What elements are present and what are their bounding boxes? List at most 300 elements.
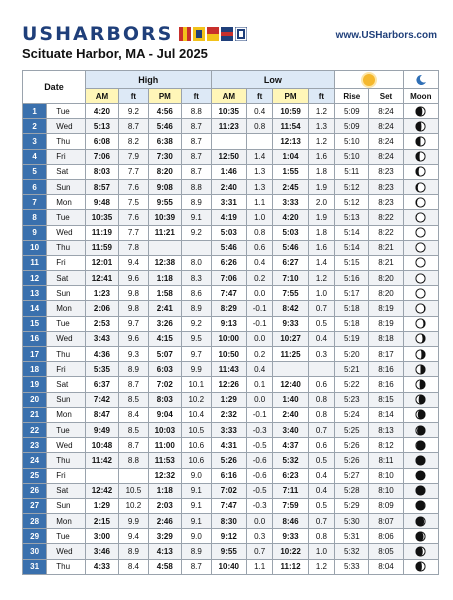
table-row xyxy=(23,255,439,270)
sunset-time: 8:16 xyxy=(369,362,403,377)
low-pm-height: 1.2 xyxy=(308,559,334,574)
high-pm-height: 10.2 xyxy=(181,392,211,407)
low-pm-height: 0.5 xyxy=(308,498,334,513)
low-pm-time: 10:22 xyxy=(273,544,308,559)
moon-phase-cell xyxy=(403,347,438,362)
day-of-week: Wed xyxy=(47,331,86,346)
low-pm-time: 11:25 xyxy=(273,347,308,362)
low-am-time: 6:26 xyxy=(211,255,246,270)
high-pm-time: 10:03 xyxy=(148,422,181,437)
high-am-time: 12:41 xyxy=(85,271,118,286)
low-pm-time: 5:32 xyxy=(273,453,308,468)
high-pm-height: 9.1 xyxy=(181,498,211,513)
day-number: 20 xyxy=(23,392,47,407)
high-am-height: 10.5 xyxy=(118,483,148,498)
day-number: 30 xyxy=(23,544,47,559)
low-pm-time: 4:20 xyxy=(273,210,308,225)
low-pm-time: 1:04 xyxy=(273,149,308,164)
moon-phase-cell xyxy=(403,210,438,225)
low-pm-time: 10:59 xyxy=(273,104,308,119)
table-row xyxy=(23,210,439,225)
day-number: 8 xyxy=(23,210,47,225)
moon-phase-icon xyxy=(415,257,426,268)
low-pm-time: 8:46 xyxy=(273,514,308,529)
low-am-ft-header: ft xyxy=(246,89,272,104)
low-pm-time: 1:40 xyxy=(273,392,308,407)
high-am-height: 7.7 xyxy=(118,164,148,179)
day-of-week: Wed xyxy=(47,119,86,134)
day-of-week: Fri xyxy=(47,149,86,164)
sunset-time: 8:06 xyxy=(369,529,403,544)
low-am-time: 10:00 xyxy=(211,331,246,346)
high-am-time: 3:00 xyxy=(85,529,118,544)
low-pm-height: 0.5 xyxy=(308,316,334,331)
low-am-height: 1.0 xyxy=(246,210,272,225)
high-pm-height: 10.1 xyxy=(181,377,211,392)
high-am-height xyxy=(118,468,148,483)
high-am-height: 9.2 xyxy=(118,104,148,119)
day-of-week: Sun xyxy=(47,179,86,194)
sunset-time: 8:10 xyxy=(369,483,403,498)
sunrise-time: 5:31 xyxy=(335,529,369,544)
low-am-time xyxy=(211,134,246,149)
high-am-height: 9.8 xyxy=(118,286,148,301)
sunset-time: 8:12 xyxy=(369,438,403,453)
low-am-time: 7:47 xyxy=(211,286,246,301)
date-header: Date xyxy=(23,71,86,104)
low-pm-time: 4:37 xyxy=(273,438,308,453)
day-number: 13 xyxy=(23,286,47,301)
high-pm-height xyxy=(181,240,211,255)
high-pm-time: 11:21 xyxy=(148,225,181,240)
high-am-time: 10:35 xyxy=(85,210,118,225)
sunset-time: 8:21 xyxy=(369,255,403,270)
low-pm-height: 1.9 xyxy=(308,210,334,225)
logo-text: USHARBORS xyxy=(22,23,174,45)
table-row xyxy=(23,377,439,392)
day-number: 23 xyxy=(23,438,47,453)
low-pm-time: 3:33 xyxy=(273,195,308,210)
low-pm-height: 2.0 xyxy=(308,195,334,210)
high-am-time: 6:08 xyxy=(85,134,118,149)
high-pm-height: 9.2 xyxy=(181,316,211,331)
high-am-height: 8.7 xyxy=(118,438,148,453)
high-am-time: 8:03 xyxy=(85,164,118,179)
high-pm-height: 8.8 xyxy=(181,104,211,119)
high-pm-time: 7:30 xyxy=(148,149,181,164)
high-am-time: 4:20 xyxy=(85,104,118,119)
sunrise-time: 5:12 xyxy=(335,195,369,210)
sunrise-time: 5:09 xyxy=(335,104,369,119)
sunset-time: 8:13 xyxy=(369,422,403,437)
high-pm-time: 1:18 xyxy=(148,271,181,286)
moon-phase-icon xyxy=(415,455,426,466)
high-pm-height: 8.6 xyxy=(181,286,211,301)
low-pm-height: 1.6 xyxy=(308,240,334,255)
high-pm-height: 10.6 xyxy=(181,438,211,453)
low-pm-height: 0.7 xyxy=(308,301,334,316)
low-am-time: 7:47 xyxy=(211,498,246,513)
moon-phase-icon xyxy=(415,531,426,542)
low-am-height: 0.2 xyxy=(246,347,272,362)
moon-phase-cell xyxy=(403,377,438,392)
moon-phase-cell xyxy=(403,422,438,437)
moon-phase-cell xyxy=(403,286,438,301)
sun-header xyxy=(335,71,403,89)
high-pm-height: 8.7 xyxy=(181,559,211,574)
moon-phase-icon xyxy=(415,425,426,436)
low-am-height: 0.0 xyxy=(246,514,272,529)
low-am-time: 4:19 xyxy=(211,210,246,225)
low-pm-time: 9:33 xyxy=(273,316,308,331)
sunrise-time: 5:28 xyxy=(335,483,369,498)
high-am-time: 4:33 xyxy=(85,559,118,574)
moon-phase-cell xyxy=(403,544,438,559)
low-pm-time: 12:13 xyxy=(273,134,308,149)
high-am-height: 8.4 xyxy=(118,559,148,574)
sunrise-time: 5:21 xyxy=(335,362,369,377)
high-am-height: 9.7 xyxy=(118,316,148,331)
usharbors-logo[interactable] xyxy=(22,24,247,44)
high-am-height: 9.4 xyxy=(118,529,148,544)
low-am-time: 11:23 xyxy=(211,119,246,134)
high-pm-height: 10.6 xyxy=(181,453,211,468)
high-am-time: 12:01 xyxy=(85,255,118,270)
moon-phase-header: Moon xyxy=(403,89,438,104)
low-pm-time: 6:23 xyxy=(273,468,308,483)
moon-header xyxy=(403,71,438,89)
moon-phase-cell xyxy=(403,483,438,498)
low-pm-height: 0.8 xyxy=(308,529,334,544)
low-am-time: 4:31 xyxy=(211,438,246,453)
high-pm-time: 6:03 xyxy=(148,362,181,377)
low-am-height: -0.5 xyxy=(246,483,272,498)
table-row xyxy=(23,347,439,362)
sunrise-time: 5:16 xyxy=(335,271,369,286)
low-am-time: 7:02 xyxy=(211,483,246,498)
low-am-time: 10:40 xyxy=(211,559,246,574)
site-url-link[interactable]: www.USHarbors.com xyxy=(335,30,437,41)
moon-phase-icon xyxy=(415,485,426,496)
low-am-time: 3:31 xyxy=(211,195,246,210)
high-pm-time: 1:58 xyxy=(148,286,181,301)
high-pm-height: 9.5 xyxy=(181,331,211,346)
day-of-week: Mon xyxy=(47,195,86,210)
moon-phase-cell xyxy=(403,362,438,377)
high-am-height: 9.6 xyxy=(118,271,148,286)
high-am-height: 8.9 xyxy=(118,544,148,559)
high-pm-time: 5:07 xyxy=(148,347,181,362)
low-am-time: 9:55 xyxy=(211,544,246,559)
table-row xyxy=(23,407,439,422)
low-am-height: -0.1 xyxy=(246,316,272,331)
table-row xyxy=(23,529,439,544)
high-am-header: AM xyxy=(85,89,118,104)
day-of-week: Thu xyxy=(47,134,86,149)
moon-phase-cell xyxy=(403,453,438,468)
low-am-height: 0.4 xyxy=(246,255,272,270)
moon-phase-cell xyxy=(403,468,438,483)
moon-phase-icon xyxy=(415,318,426,329)
high-pm-height: 9.1 xyxy=(181,210,211,225)
high-pm-time: 10:39 xyxy=(148,210,181,225)
day-of-week: Fri xyxy=(47,468,86,483)
moon-phase-cell xyxy=(403,271,438,286)
moon-phase-icon xyxy=(415,151,426,162)
sunrise-time: 5:13 xyxy=(335,210,369,225)
high-am-time: 3:46 xyxy=(85,544,118,559)
high-pm-time: 9:08 xyxy=(148,179,181,194)
day-of-week: Thu xyxy=(47,453,86,468)
low-pm-time: 9:33 xyxy=(273,529,308,544)
low-pm-time: 2:45 xyxy=(273,179,308,194)
day-of-week: Tue xyxy=(47,210,86,225)
high-am-time: 5:35 xyxy=(85,362,118,377)
high-am-height: 7.6 xyxy=(118,210,148,225)
day-number: 14 xyxy=(23,301,47,316)
sunset-time: 8:24 xyxy=(369,134,403,149)
high-pm-time: 3:29 xyxy=(148,529,181,544)
sunrise-time: 5:26 xyxy=(335,453,369,468)
day-of-week: Tue xyxy=(47,104,86,119)
moon-phase-icon xyxy=(415,136,426,147)
moon-phase-cell xyxy=(403,179,438,194)
high-pm-time: 4:15 xyxy=(148,331,181,346)
high-pm-time: 2:03 xyxy=(148,498,181,513)
high-pm-height: 8.7 xyxy=(181,134,211,149)
table-row xyxy=(23,301,439,316)
table-subheader-row xyxy=(23,89,439,104)
day-number: 2 xyxy=(23,119,47,134)
moon-phase-icon xyxy=(415,166,426,177)
high-pm-height: 8.0 xyxy=(181,255,211,270)
day-of-week: Sat xyxy=(47,271,86,286)
high-pm-time: 11:00 xyxy=(148,438,181,453)
day-of-week: Mon xyxy=(47,301,86,316)
low-pm-height: 1.8 xyxy=(308,164,334,179)
high-pm-time: 12:38 xyxy=(148,255,181,270)
low-am-time: 10:50 xyxy=(211,347,246,362)
flag-icon xyxy=(235,27,247,41)
high-am-time: 11:59 xyxy=(85,240,118,255)
high-am-time: 8:57 xyxy=(85,179,118,194)
sunrise-time: 5:32 xyxy=(335,544,369,559)
low-am-height: 0.1 xyxy=(246,377,272,392)
high-pm-height: 9.1 xyxy=(181,514,211,529)
high-am-height: 8.7 xyxy=(118,119,148,134)
day-number: 22 xyxy=(23,422,47,437)
sunset-time: 8:20 xyxy=(369,271,403,286)
high-pm-height: 9.7 xyxy=(181,347,211,362)
moon-phase-cell xyxy=(403,514,438,529)
high-pm-time: 6:38 xyxy=(148,134,181,149)
low-am-height: 1.4 xyxy=(246,149,272,164)
high-am-time: 6:37 xyxy=(85,377,118,392)
moon-phase-cell xyxy=(403,104,438,119)
high-pm-time: 5:46 xyxy=(148,119,181,134)
day-of-week: Sun xyxy=(47,392,86,407)
high-am-height: 10.2 xyxy=(118,498,148,513)
low-pm-time: 11:54 xyxy=(273,119,308,134)
low-am-height: -0.6 xyxy=(246,468,272,483)
moon-phase-icon xyxy=(415,394,426,405)
high-am-time: 3:43 xyxy=(85,331,118,346)
low-am-header: AM xyxy=(211,89,246,104)
sunset-time: 8:22 xyxy=(369,210,403,225)
low-pm-height: 1.2 xyxy=(308,104,334,119)
high-am-height: 8.7 xyxy=(118,377,148,392)
low-pm-height: 0.7 xyxy=(308,514,334,529)
high-am-height: 7.5 xyxy=(118,195,148,210)
high-pm-height: 9.9 xyxy=(181,362,211,377)
low-pm-header: PM xyxy=(273,89,308,104)
low-pm-height: 1.4 xyxy=(308,255,334,270)
low-am-height: 1.3 xyxy=(246,164,272,179)
high-pm-time: 1:18 xyxy=(148,483,181,498)
day-of-week: Sun xyxy=(47,286,86,301)
low-am-time: 1:46 xyxy=(211,164,246,179)
low-pm-height: 0.5 xyxy=(308,453,334,468)
low-pm-height: 0.4 xyxy=(308,331,334,346)
day-of-week: Fri xyxy=(47,362,86,377)
sunset-time: 8:24 xyxy=(369,119,403,134)
high-pm-time: 8:03 xyxy=(148,392,181,407)
moon-phase-icon xyxy=(415,121,426,132)
high-am-time: 2:53 xyxy=(85,316,118,331)
high-am-time: 10:48 xyxy=(85,438,118,453)
table-row xyxy=(23,119,439,134)
moon-phase-icon xyxy=(415,227,426,238)
high-pm-time: 9:55 xyxy=(148,195,181,210)
moon-phase-cell xyxy=(403,119,438,134)
high-am-time: 4:36 xyxy=(85,347,118,362)
low-am-height: 0.4 xyxy=(246,362,272,377)
high-pm-height: 9.0 xyxy=(181,468,211,483)
day-number: 19 xyxy=(23,377,47,392)
sunrise-time: 5:10 xyxy=(335,134,369,149)
sunset-time: 8:04 xyxy=(369,559,403,574)
sunset-time: 8:18 xyxy=(369,331,403,346)
table-row xyxy=(23,225,439,240)
sunset-time: 8:21 xyxy=(369,240,403,255)
moon-phase-cell xyxy=(403,529,438,544)
moon-phase-cell xyxy=(403,195,438,210)
sunset-time: 8:24 xyxy=(369,149,403,164)
high-am-time xyxy=(85,468,118,483)
low-pm-time: 7:10 xyxy=(273,271,308,286)
moon-phase-cell xyxy=(403,407,438,422)
low-am-height: 0.2 xyxy=(246,271,272,286)
high-header: High xyxy=(85,71,211,89)
moon-phase-icon xyxy=(415,182,426,193)
sunrise-time: 5:26 xyxy=(335,438,369,453)
table-row xyxy=(23,362,439,377)
low-am-height: 1.3 xyxy=(246,179,272,194)
low-am-time: 9:13 xyxy=(211,316,246,331)
low-am-time: 11:43 xyxy=(211,362,246,377)
high-pm-height: 8.7 xyxy=(181,149,211,164)
table-row xyxy=(23,422,439,437)
high-am-time: 1:23 xyxy=(85,286,118,301)
low-pm-height: 1.3 xyxy=(308,119,334,134)
high-am-time: 7:42 xyxy=(85,392,118,407)
low-pm-time: 11:12 xyxy=(273,559,308,574)
moon-phase-icon xyxy=(415,303,426,314)
high-am-height: 8.9 xyxy=(118,362,148,377)
low-am-time: 5:46 xyxy=(211,240,246,255)
low-pm-height: 0.3 xyxy=(308,347,334,362)
sun-icon xyxy=(363,74,375,86)
table-row xyxy=(23,271,439,286)
moon-phase-cell xyxy=(403,316,438,331)
table-row xyxy=(23,468,439,483)
low-pm-time: 7:11 xyxy=(273,483,308,498)
sunrise-time: 5:18 xyxy=(335,301,369,316)
nautical-flags-icon xyxy=(177,27,247,41)
high-am-time: 2:15 xyxy=(85,514,118,529)
high-am-time: 12:42 xyxy=(85,483,118,498)
high-am-time: 11:42 xyxy=(85,453,118,468)
table-row xyxy=(23,104,439,119)
low-pm-time xyxy=(273,362,308,377)
day-of-week: Fri xyxy=(47,255,86,270)
low-pm-height: 0.4 xyxy=(308,483,334,498)
day-of-week: Wed xyxy=(47,438,86,453)
low-pm-time: 6:27 xyxy=(273,255,308,270)
low-pm-height: 1.0 xyxy=(308,286,334,301)
moon-phase-cell xyxy=(403,331,438,346)
high-pm-time: 7:02 xyxy=(148,377,181,392)
moon-phase-cell xyxy=(403,255,438,270)
sunset-time: 8:11 xyxy=(369,453,403,468)
day-number: 28 xyxy=(23,514,47,529)
low-am-height: 0.7 xyxy=(246,544,272,559)
low-am-height: 1.1 xyxy=(246,195,272,210)
high-pm-height: 8.3 xyxy=(181,271,211,286)
low-pm-time: 2:40 xyxy=(273,407,308,422)
day-number: 15 xyxy=(23,316,47,331)
high-am-height: 8.5 xyxy=(118,392,148,407)
day-of-week: Thu xyxy=(47,347,86,362)
moon-phase-icon xyxy=(415,106,426,117)
low-am-height: 0.4 xyxy=(246,104,272,119)
table-row xyxy=(23,316,439,331)
low-pm-time: 12:40 xyxy=(273,377,308,392)
day-number: 12 xyxy=(23,271,47,286)
sunrise-time: 5:29 xyxy=(335,498,369,513)
high-pm-time: 2:46 xyxy=(148,514,181,529)
sunset-time: 8:15 xyxy=(369,392,403,407)
high-am-height: 7.7 xyxy=(118,225,148,240)
low-am-time: 5:26 xyxy=(211,453,246,468)
low-am-time: 12:50 xyxy=(211,149,246,164)
moon-phase-icon xyxy=(415,440,426,451)
high-am-ft-header: ft xyxy=(118,89,148,104)
high-pm-height: 8.8 xyxy=(181,179,211,194)
low-pm-time: 7:59 xyxy=(273,498,308,513)
low-am-time: 8:30 xyxy=(211,514,246,529)
sunrise-time: 5:14 xyxy=(335,240,369,255)
low-am-height: 0.0 xyxy=(246,286,272,301)
table-row xyxy=(23,331,439,346)
low-pm-time: 10:27 xyxy=(273,331,308,346)
high-pm-time: 4:13 xyxy=(148,544,181,559)
sunrise-time: 5:10 xyxy=(335,149,369,164)
day-of-week: Sat xyxy=(47,164,86,179)
low-am-time: 2:40 xyxy=(211,179,246,194)
table-row xyxy=(23,179,439,194)
sunset-time: 8:22 xyxy=(369,225,403,240)
